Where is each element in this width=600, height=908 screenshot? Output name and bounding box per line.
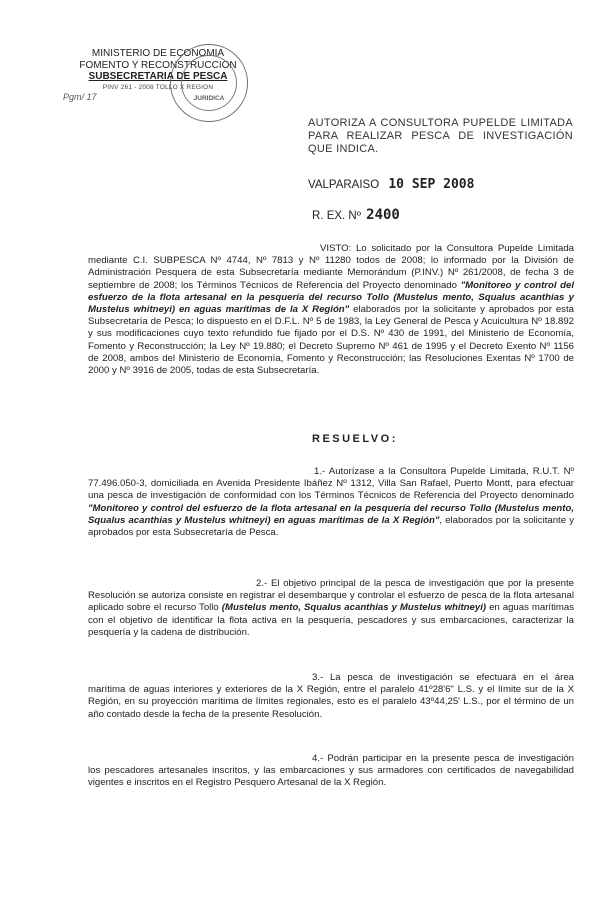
letterhead-ministry: MINISTERIO DE ECONOMIA <box>91 48 225 59</box>
para4-text: 4.- Podrán participar en la presente pesca de investigación los pescadores artesanales inscritos, y las embarcaciones y sus armadores con certificados de navegabilidad vigentes e inscritos en el Registro Pesquero Artesanal de la X Región. <box>88 753 574 789</box>
paragraph-1 <box>88 466 574 539</box>
resolution-title: AUTORIZA A CONSULTORA PUPELDE LIMITADA PARA REALIZAR PESCA DE INVESTIGACIÓN QUE INDICA. <box>308 117 573 155</box>
visto-paragraph <box>88 243 574 377</box>
para2-text-1: 2.- El objetivo principal de la pesca de investigación que por la presente Resolución se autoriza consiste en registrar el desembarque y controlar el esfuerzo de pesca de la flota artesanal aplicado sobre el recurso Tollo <box>88 578 574 614</box>
rex-label: R. EX. Nº <box>312 210 361 222</box>
visto-text-2: elaborados por la solicitante y aprobados por esta Subsecretaría de Pesca; lo dispuesto en el D.F.L. Nº 5 de 1983, la Ley General de Pesca y Acuicultura Nº 18.892 y sus modificaciones cuyo texto refundido fue fijado por el D.S. Nº 430 de 1991, del Ministerio de Economía, Fomento y Reconstrucción; la Ley Nº 19.880; el Decreto Supremo Nº 461 de 1995 y el Decreto Exento Nº 1156 de 2008, ambos del Ministerio de Economía, Fomento y Reconstrucción; las Resoluciones Exentas Nº 1700 de 2000 y Nº 3916 de 2005, todas de esta Subsecretaría. <box>88 304 574 377</box>
letterhead-subsecretaria: SUBSECRETARIA DE PESCA <box>88 71 228 82</box>
resolution-number <box>312 207 400 223</box>
handwritten-reference: Pgm/ 17 <box>63 91 97 102</box>
paragraph-4 <box>88 753 574 790</box>
resuelvo-heading: RESUELVO: <box>312 433 398 445</box>
para1-project-title: "Monitoreo y control del esfuerzo de la flota artesanal en la pesquería del recurso Tollo (Mustelus mento, Squalus acanthias y Mustelus whitneyi) en aguas marítimas de la X Región" <box>88 502 574 526</box>
visto-project-title: "Monitoreo y control del esfuerzo de la flota artesanal en la pesquería del recurso Tollo (Mustelus mento, Squalus acanthias y Mustelus whitneyi) en aguas marítimas de la X Región" <box>88 279 574 316</box>
rex-number: 2400 <box>366 207 400 223</box>
letterhead-ministry-2: FOMENTO Y RECONSTRUCCION <box>79 59 237 71</box>
para3-text: 3.- La pesca de investigación se efectuará en el área marítima de aguas interiores y exteriores de la X Región, entre el paralelo 41º28'6" L.S. y el límite sur de la X Región, en su proyección marítima de límites regionales, esto es el paralelo 43º44,25' L.S., por el término de un año contado desde la fecha de la presente Resolución. <box>88 672 574 720</box>
paragraph-2 <box>88 578 574 639</box>
letterhead-reference: PINV 261 - 2008 TOLLO X REGION <box>102 83 214 91</box>
stamp-inner-ring <box>181 55 237 111</box>
visto-text-1: VISTO: Lo solicitado por la Consultora Pupelde Limitada mediante C.I. SUBPESCA Nº 4744, Nº 7813 y Nº 11280 todos de 2008; lo informado por la División de Administración Pesquera de esta Subsecretaría mediante Memorándum (P.INV.) Nº 261/2008, de fecha 3 de septiembre de 2008; los Términos Técnicos de Referencia del Proyecto denominado <box>88 243 574 291</box>
paragraph-3 <box>88 672 574 721</box>
para1-text-2: , elaborados por la solicitante y aprobados por esta Subsecretaría de Pesca. <box>88 514 574 539</box>
place-date <box>308 177 474 192</box>
handwritten-date: 10 SEP 2008 <box>388 177 475 192</box>
place: VALPARAISO <box>308 179 380 191</box>
para2-text-2: en aguas marítimas con el objetivo de identificar la flota activa en la pesquería, pescadores y sus embarcaciones, caracterizar la pesquería y la cadena de distribución. <box>88 602 575 638</box>
para1-text-1: 1.- Autorízase a la Consultora Pupelde Limitada, R.U.T. Nº 77.496.050-3, domiciliada en Avenida Presidente Ibáñez Nº 1312, Villa San Rafael, Puerto Montt, para efectuar una pesca de investigación de conformidad con los Términos Técnicos de Referencia del Proyecto denominado <box>88 466 574 502</box>
para2-species: (Mustelus mento, Squalus acanthias y Mustelus whitneyi) <box>221 602 487 614</box>
stamp-text: JURIDICA <box>193 95 225 102</box>
juridica-stamp <box>170 44 248 122</box>
